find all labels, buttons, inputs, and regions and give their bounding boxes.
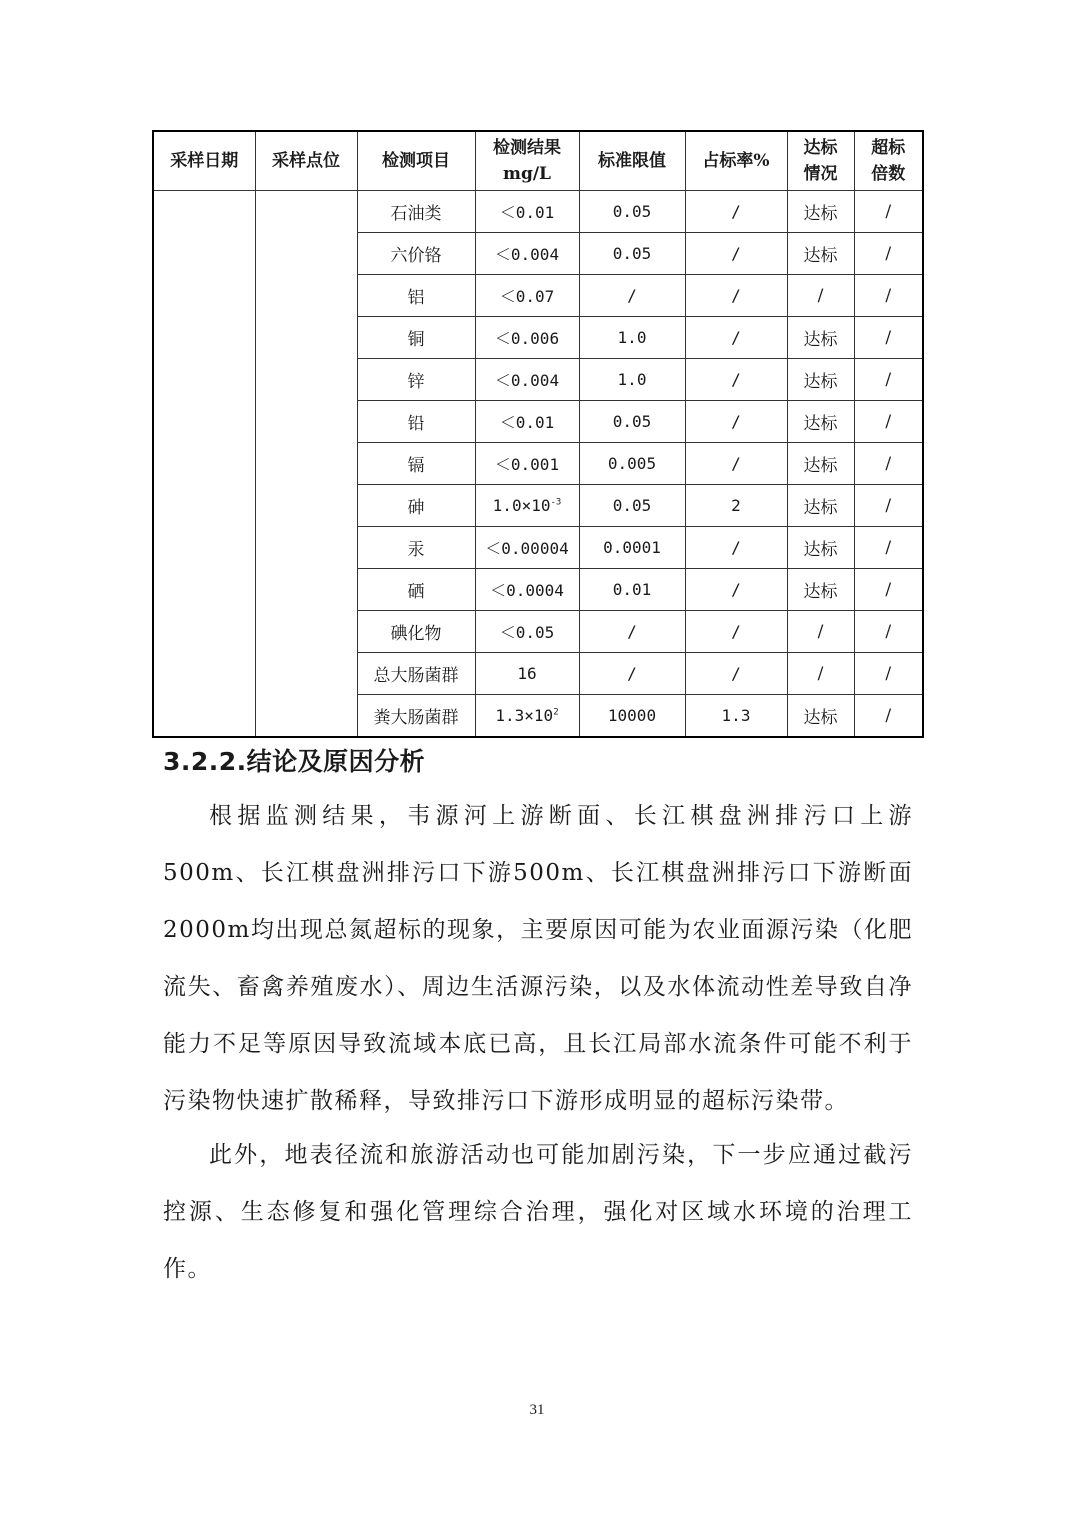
test-item-cell — [357, 569, 475, 611]
result-cell — [475, 695, 579, 738]
test-item-cell-text: 铝 — [407, 288, 425, 308]
limit-cell-text: / — [627, 664, 637, 683]
limit-cell-text: 0.0001 — [603, 538, 661, 557]
column-header-line1: 检测结果 — [493, 138, 561, 158]
exceed-cell-text: / — [885, 663, 892, 684]
exceed-cell — [854, 611, 923, 653]
exceed-cell — [854, 275, 923, 317]
ratio-cell — [685, 695, 787, 738]
limit-cell — [579, 191, 685, 233]
paragraph-analysis: 根据监测结果，韦源河上游断面、长江棋盘洲排污口上游500m、长江棋盘洲排污口下游500m、长江棋盘洲排污口下游断面2000m均出现总氮超标的现象，主要原因可能为农业面源污染（化肥流失、畜禽养殖废水）、周边生活源污染，以及水体流动性差导致自净能力不足等原因导致流域本底已高，且长江局部水流条件可能不利于污染物快速扩散稀释，导致排污口下游形成明显的超标污染带。 — [163, 803, 913, 1114]
test-item-cell — [357, 233, 475, 275]
test-item-cell-text: 粪大肠菌群 — [373, 708, 459, 728]
result-exponent: -3 — [550, 497, 562, 508]
paragraph-recommendation: 此外，地表径流和旅游活动也可能加剧污染，下一步应通过截污控源、生态修复和强化管理综合治理，强化对区域水环境的治理工作。 — [163, 1142, 913, 1282]
exceed-cell — [854, 401, 923, 443]
limit-cell — [579, 443, 685, 485]
result-cell — [475, 233, 579, 275]
result-cell — [475, 359, 579, 401]
result-cell-text: ＜0.004 — [494, 245, 560, 264]
exceed-cell-text: / — [885, 495, 892, 516]
exceed-cell — [854, 191, 923, 233]
test-item-cell — [357, 653, 475, 695]
exceed-cell-text: / — [885, 285, 892, 306]
column-header-line1: 超标 — [871, 138, 906, 158]
limit-cell-text: 0.01 — [612, 580, 652, 599]
status-cell-text: 达标 — [803, 246, 838, 266]
test-item-cell — [357, 527, 475, 569]
result-cell — [475, 275, 579, 317]
limit-cell-text: 10000 — [607, 706, 657, 725]
ratio-cell-text: / — [731, 664, 741, 683]
test-item-cell — [357, 611, 475, 653]
status-cell-text: / — [817, 663, 824, 684]
result-cell-text: 16 — [517, 664, 537, 683]
test-item-cell-text: 镉 — [407, 456, 425, 476]
result-cell-text: ＜0.006 — [494, 329, 560, 348]
ratio-cell — [685, 401, 787, 443]
column-header-line1: 达标 — [803, 138, 838, 158]
test-item-cell-text: 碘化物 — [390, 624, 442, 644]
limit-cell — [579, 611, 685, 653]
limit-cell-text: / — [627, 286, 637, 305]
limit-cell — [579, 485, 685, 527]
result-cell-text: ＜0.05 — [499, 623, 555, 642]
column-header-line1: 检测项目 — [382, 151, 450, 171]
test-item-cell-text: 总大肠菌群 — [373, 666, 459, 686]
column-header — [579, 131, 685, 191]
limit-cell — [579, 317, 685, 359]
column-header — [357, 131, 475, 191]
ratio-cell — [685, 653, 787, 695]
exceed-cell-text: / — [885, 243, 892, 264]
column-header — [787, 131, 854, 191]
test-item-cell — [357, 359, 475, 401]
ratio-cell-text: / — [731, 370, 741, 389]
monitoring-results-table — [152, 130, 924, 738]
limit-cell — [579, 275, 685, 317]
column-header-line1: 采样日期 — [170, 151, 239, 171]
status-cell-text: 达标 — [803, 330, 838, 350]
exceed-cell-text: / — [885, 201, 892, 222]
test-item-cell — [357, 485, 475, 527]
exceed-cell — [854, 569, 923, 611]
exceed-cell — [854, 527, 923, 569]
exceed-cell-text: / — [885, 411, 892, 432]
status-cell — [787, 485, 854, 527]
status-cell-text: / — [817, 621, 824, 642]
status-cell-text: 达标 — [803, 540, 838, 560]
result-cell — [475, 485, 579, 527]
exceed-cell-text: / — [885, 327, 892, 348]
ratio-cell — [685, 443, 787, 485]
ratio-cell-text: 2 — [731, 496, 741, 515]
exceed-cell — [854, 485, 923, 527]
status-cell — [787, 443, 854, 485]
limit-cell-text: 0.05 — [612, 412, 652, 431]
limit-cell-text: 0.05 — [612, 496, 652, 515]
exceed-cell — [854, 443, 923, 485]
ratio-cell — [685, 191, 787, 233]
column-header — [685, 131, 787, 191]
column-header — [153, 131, 255, 191]
ratio-cell-text: / — [731, 538, 741, 557]
ratio-cell-text: / — [731, 244, 741, 263]
status-cell-text: 达标 — [803, 582, 838, 602]
ratio-cell — [685, 527, 787, 569]
limit-cell-text: / — [627, 622, 637, 641]
result-cell — [475, 653, 579, 695]
result-cell-text: ＜0.001 — [494, 455, 560, 474]
result-exponent: 2 — [553, 707, 559, 718]
ratio-cell — [685, 275, 787, 317]
status-cell — [787, 359, 854, 401]
limit-cell-text: 1.0 — [617, 370, 647, 389]
result-cell-text: 1.3×10 — [495, 706, 554, 725]
result-cell — [475, 611, 579, 653]
test-item-cell — [357, 401, 475, 443]
ratio-cell — [685, 317, 787, 359]
status-cell-text: 达标 — [803, 708, 838, 728]
status-cell — [787, 527, 854, 569]
result-cell — [475, 191, 579, 233]
status-cell-text: 达标 — [803, 372, 838, 392]
status-cell — [787, 317, 854, 359]
column-header — [475, 131, 579, 191]
test-item-cell-text: 汞 — [407, 540, 425, 560]
column-header-line2: 倍数 — [871, 164, 906, 184]
section-heading: 3.2.2.结论及原因分析 — [163, 747, 426, 776]
result-cell-text: ＜0.01 — [499, 413, 555, 432]
test-item-cell-text: 铅 — [407, 414, 425, 434]
test-item-cell-text: 六价铬 — [390, 246, 442, 266]
result-cell-text: ＜0.004 — [494, 371, 560, 390]
column-header-line1: 占标率% — [702, 151, 770, 171]
ratio-cell-text: / — [731, 412, 741, 431]
test-item-cell-text: 石油类 — [390, 204, 442, 224]
result-cell — [475, 317, 579, 359]
status-cell-text: 达标 — [803, 414, 838, 434]
column-header-line1: 采样点位 — [272, 151, 340, 171]
exceed-cell — [854, 653, 923, 695]
test-item-cell — [357, 275, 475, 317]
sampling-site-cell — [255, 191, 357, 738]
exceed-cell-text: / — [885, 579, 892, 600]
result-cell — [475, 527, 579, 569]
limit-cell-text: 0.005 — [607, 454, 657, 473]
test-item-cell — [357, 317, 475, 359]
test-item-cell — [357, 695, 475, 738]
limit-cell — [579, 401, 685, 443]
limit-cell-text: 0.05 — [612, 202, 652, 221]
exceed-cell-text: / — [885, 369, 892, 390]
limit-cell-text: 0.05 — [612, 244, 652, 263]
status-cell-text: 达标 — [803, 204, 838, 224]
ratio-cell-text: / — [731, 328, 741, 347]
exceed-cell-text: / — [885, 705, 892, 726]
column-header-line2: 情况 — [803, 164, 838, 184]
ratio-cell-text: / — [731, 454, 741, 473]
limit-cell — [579, 359, 685, 401]
result-cell — [475, 569, 579, 611]
result-cell-text: ＜0.01 — [499, 203, 555, 222]
status-cell — [787, 233, 854, 275]
result-cell-text: ＜0.07 — [499, 287, 555, 306]
sampling-date-cell — [153, 191, 255, 738]
page-number: 31 — [529, 1402, 545, 1418]
exceed-cell-text: / — [885, 621, 892, 642]
result-cell-text: ＜0.00004 — [485, 539, 569, 558]
exceed-cell-text: / — [885, 453, 892, 474]
result-cell-text: ＜0.0004 — [490, 581, 564, 600]
limit-cell — [579, 653, 685, 695]
table-row — [153, 191, 923, 233]
limit-cell-text: 1.0 — [617, 328, 647, 347]
ratio-cell — [685, 485, 787, 527]
exceed-cell — [854, 695, 923, 738]
limit-cell — [579, 527, 685, 569]
ratio-cell-text: / — [731, 622, 741, 641]
result-cell — [475, 401, 579, 443]
status-cell — [787, 653, 854, 695]
limit-cell — [579, 233, 685, 275]
test-item-cell-text: 锌 — [407, 372, 425, 392]
test-item-cell-text: 砷 — [407, 498, 425, 518]
column-header-line1: 标准限值 — [598, 151, 666, 171]
limit-cell — [579, 569, 685, 611]
ratio-cell-text: 1.3 — [721, 706, 751, 725]
exceed-cell-text: / — [885, 537, 892, 558]
column-header — [255, 131, 357, 191]
status-cell-text: 达标 — [803, 456, 838, 476]
test-item-cell-text: 硒 — [407, 582, 425, 602]
test-item-cell — [357, 191, 475, 233]
ratio-cell — [685, 569, 787, 611]
status-cell — [787, 275, 854, 317]
column-header — [854, 131, 923, 191]
ratio-cell-text: / — [731, 286, 741, 305]
status-cell — [787, 695, 854, 738]
status-cell — [787, 401, 854, 443]
exceed-cell — [854, 359, 923, 401]
ratio-cell — [685, 233, 787, 275]
column-header-line2: mg/L — [502, 164, 552, 184]
status-cell — [787, 611, 854, 653]
ratio-cell — [685, 359, 787, 401]
test-item-cell-text: 铜 — [407, 330, 425, 350]
test-item-cell — [357, 443, 475, 485]
ratio-cell-text: / — [731, 202, 741, 221]
status-cell — [787, 569, 854, 611]
limit-cell — [579, 695, 685, 738]
status-cell — [787, 191, 854, 233]
status-cell-text: / — [817, 285, 824, 306]
status-cell-text: 达标 — [803, 498, 838, 518]
result-cell — [475, 443, 579, 485]
ratio-cell-text: / — [731, 580, 741, 599]
exceed-cell — [854, 317, 923, 359]
exceed-cell — [854, 233, 923, 275]
result-cell-text: 1.0×10 — [492, 496, 551, 515]
table-header-row — [153, 131, 923, 191]
ratio-cell — [685, 611, 787, 653]
